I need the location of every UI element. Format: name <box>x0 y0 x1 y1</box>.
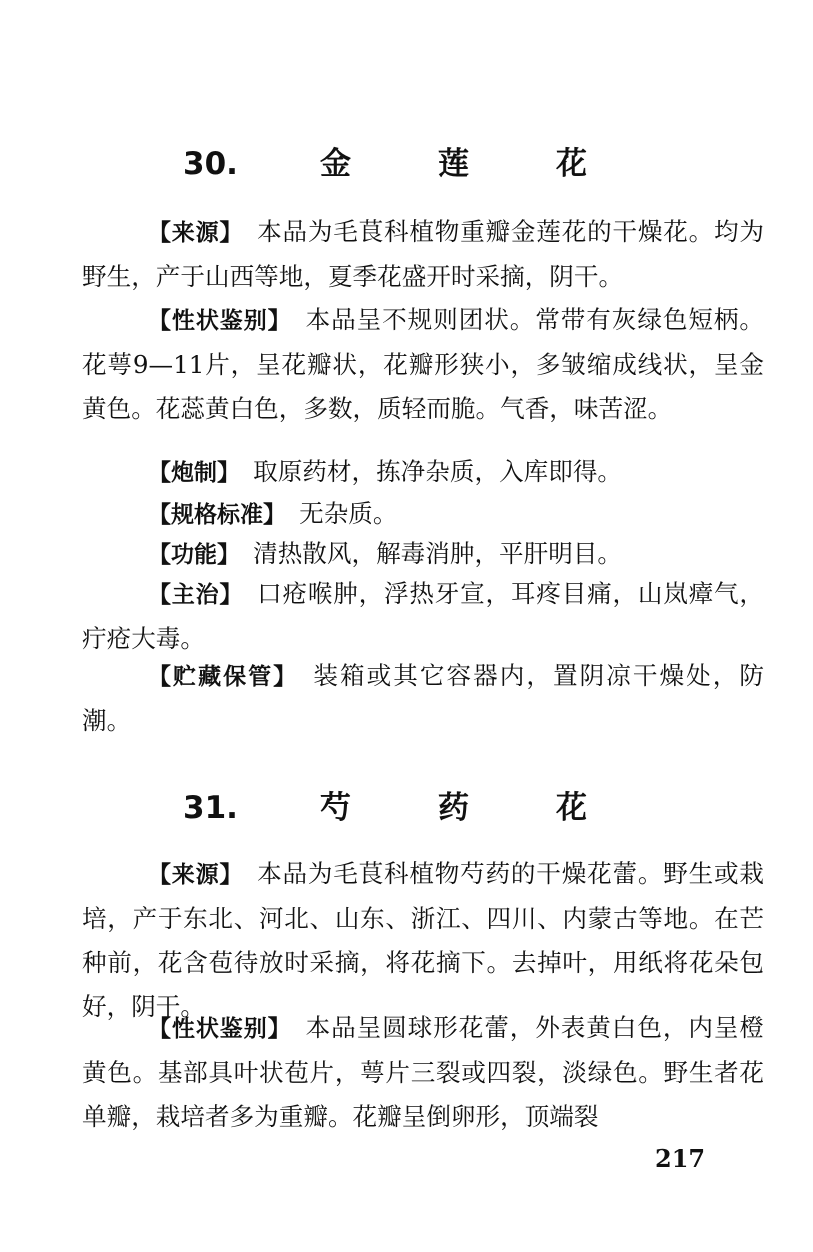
s30-standard-label: 【规格标准】 <box>148 502 275 528</box>
s31-identification-label: 【性状鉴别】 <box>148 1016 281 1042</box>
s30-indication-text: 口疮喉肿，浮热牙宣，耳疼目痛，山岚瘴气，疔疮大毒。 <box>82 579 764 653</box>
s30-function-paragraph <box>82 532 764 577</box>
s30-standard-text: 无杂质。 <box>299 499 398 528</box>
s30-identification-paragraph <box>82 298 764 431</box>
s30-identification-label: 【性状鉴别】 <box>148 308 281 334</box>
s30-storage-paragraph <box>82 654 764 743</box>
section-30-title-char: 花 <box>555 146 587 182</box>
s30-storage-label: 【贮藏保管】 <box>148 664 287 690</box>
section-31-title <box>0 782 813 827</box>
section-31-title-char: 药 <box>437 790 469 826</box>
s30-standard-paragraph <box>82 492 764 537</box>
s30-processing-paragraph <box>82 450 764 495</box>
page-number: 217 <box>655 1144 706 1173</box>
s30-processing-text: 取原药材，拣净杂质，入库即得。 <box>253 457 623 486</box>
s31-source-text: 本品为毛茛科植物芍药的干燥花蕾。野生或栽培，产于东北、河北、山东、浙江、四川、内蒙古等地。在芒种前，花含苞待放时采摘，将花摘下。去掉叶，用纸将花朵包好，阴干。 <box>82 859 764 1021</box>
s31-source-paragraph <box>82 852 764 1029</box>
section-31-title-char: 花 <box>555 790 587 826</box>
s30-function-text: 清热散风，解毒消肿，平肝明目。 <box>253 539 623 568</box>
section-30-title-char: 金 <box>319 146 351 182</box>
s30-identification-text: 本品呈不规则团状。常带有灰绿色短柄。花萼9—11片，呈花瓣状，花瓣形狭小，多皱缩成线状，呈金黄色。花蕊黄白色，多数，质轻而脆。气香，味苦涩。 <box>82 305 764 423</box>
s30-indication-label: 【主治】 <box>148 582 232 608</box>
s30-source-label: 【来源】 <box>148 220 232 246</box>
section-31-title-char: 芍 <box>319 790 351 826</box>
section-30-title <box>0 138 813 183</box>
s30-function-label: 【功能】 <box>148 542 229 568</box>
section-30-number: 30. <box>183 146 238 182</box>
section-31-number: 31. <box>183 790 238 826</box>
section-30-title-char: 莲 <box>437 146 469 182</box>
s30-indication-paragraph <box>82 572 764 661</box>
s30-processing-label: 【炮制】 <box>148 460 229 486</box>
s30-storage-text: 装箱或其它容器内，置阴凉干燥处，防潮。 <box>82 661 764 735</box>
s31-identification-paragraph <box>82 1006 764 1139</box>
s30-source-paragraph <box>82 210 764 299</box>
s30-source-text: 本品为毛茛科植物重瓣金莲花的干燥花。均为野生，产于山西等地，夏季花盛开时采摘，阴干。 <box>82 217 764 291</box>
s31-identification-text: 本品呈圆球形花蕾，外表黄白色，内呈橙黄色。基部具叶状苞片，萼片三裂或四裂，淡绿色。野生者花单瓣，栽培者多为重瓣。花瓣呈倒卵形，顶端裂 <box>82 1013 764 1131</box>
s31-source-label: 【来源】 <box>148 862 232 888</box>
